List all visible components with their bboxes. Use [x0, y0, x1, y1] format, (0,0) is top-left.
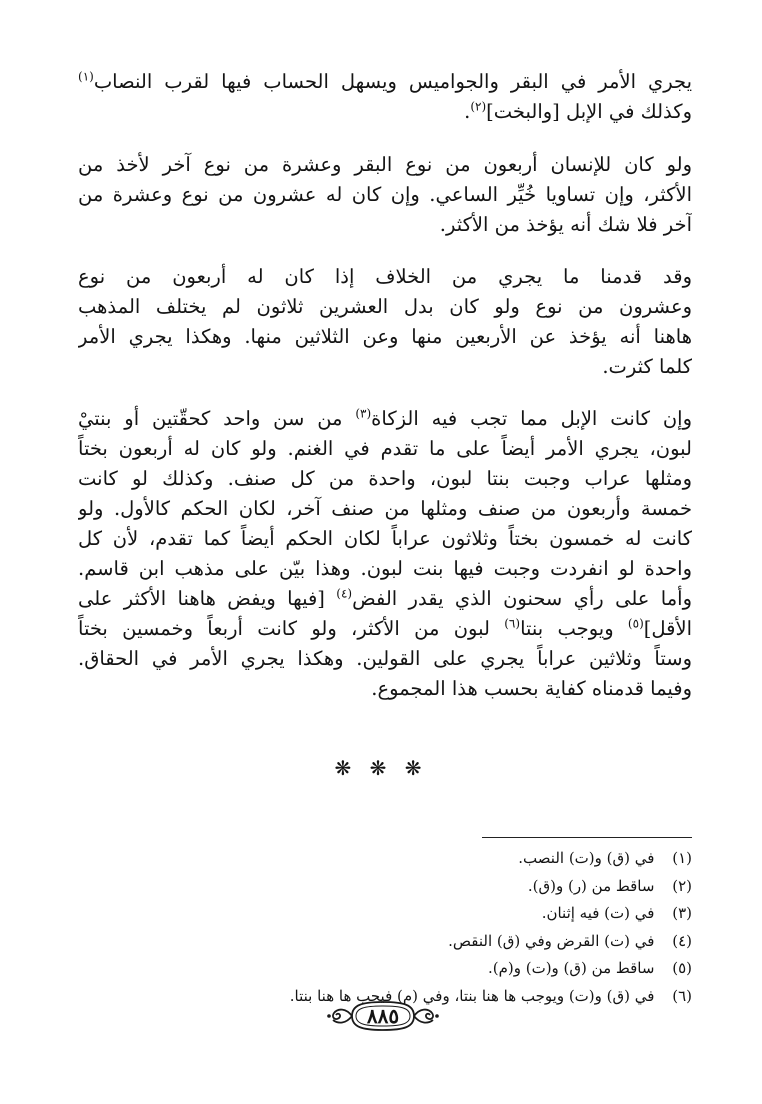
footnote-number: (٢)	[672, 876, 692, 895]
text-line: وكذلك في الإبل [والبخت]$^{(٢)}$.	[464, 99, 692, 123]
footnote-ref-6[interactable]: (٦)	[504, 616, 521, 631]
text-line: آخر فلا شك أنه يؤخذ من الأكثر.	[439, 213, 692, 236]
text-line: وعشرون من نوع ولو كان بدل العشرين ثلاثون لم يختلف المذهب	[78, 295, 692, 318]
footnote-text: ساقط من (ر) و(ق).	[527, 876, 655, 895]
footnote-2	[150, 873, 692, 901]
paragraph-3	[78, 262, 692, 382]
text-line: لبون، يجري الأمر أيضاً على ما تقدم في الغنم. ولو كان له أربعون بختاً	[78, 437, 692, 460]
text-line: الأكثر، وإن تساويا خُيِّر الساعي. وإن كان له عشرون من نوع وعشرة من	[78, 183, 692, 206]
footnote-text: في (ق) و(ت) ويوجب ها هنا بنتا، وفي (م) فيجب ها هنا بنتا.	[289, 986, 655, 1005]
page-number: ٨٨٥	[366, 1004, 400, 1028]
text-line: كلما كثرت.	[602, 355, 692, 378]
paragraph-2	[78, 150, 692, 240]
footnote-ref-2[interactable]: (٢)	[470, 99, 487, 114]
footnote-ref-3[interactable]: (٣)	[355, 406, 372, 421]
footnote-number: (٣)	[672, 904, 692, 922]
page-number-cartouche	[326, 996, 440, 1036]
footnote-ref-1[interactable]: (١)	[78, 69, 94, 84]
footnote-3	[150, 900, 692, 928]
text-line: واحدة لو انفردت وجبت فيها بنت لبون. وهذا بيّن على مذهب ابن قاسم.	[78, 557, 692, 580]
footnote-text: ساقط من (ق) و(ت) و(م).	[487, 959, 655, 977]
text-line: وإن كانت الإبل مما تجب فيه الزكاة$^{(٣)}$ من سن واحد كحقّتين أو بنتيْ	[78, 406, 692, 430]
footnote-5	[150, 955, 692, 983]
text-line: وقد قدمنا ما يجري من الخلاف إذا كان له أربعون من نوع	[78, 265, 692, 288]
footnote-ref-4[interactable]: (٤)	[336, 586, 353, 601]
footnote-number: (٤)	[672, 931, 692, 950]
paragraph-1	[78, 67, 692, 127]
paragraph-4	[78, 404, 692, 704]
text-line: ولو كان للإنسان أربعون من نوع البقر وعشرة من نوع آخر لأخذ من	[78, 153, 692, 176]
text-line: وفيما قدمناه كفاية بحسب هذا المجموع.	[371, 677, 692, 700]
text-line: خمسة وأربعون من صنف ومثلها من صنف آخر، لكان الحكم كالأول. ولو	[78, 497, 692, 520]
footnote-number: (٦)	[672, 986, 692, 1005]
footnote-ref-5[interactable]: (٥)	[627, 616, 644, 631]
footnote-4	[150, 928, 692, 956]
text-line: وأما على رأي سحنون الذي يقدر الفض$^{(٤)}$ [فيها ويفض هاهنا الأكثر على	[78, 586, 692, 610]
footnote-number: (٥)	[672, 959, 692, 977]
text-line: يجري الأمر في البقر والجواميس ويسهل الحساب فيها لقرب النصاب$^{(١)}$	[78, 69, 692, 93]
footnote-1	[150, 845, 692, 873]
text-line: الأقل]$^{(٥)}$ ويوجب بنتا$^{(٦)}$ لبون من الأكثر، ولو كانت أربعاً وخمسين بختاً	[78, 616, 692, 640]
footnotes	[150, 845, 692, 1010]
text-line: وستاً وثلاثين عراباً يجري على القولين. وهكذا يجري الأمر في الحقاق.	[78, 647, 692, 670]
section-divider-ornament: ❋ ❋ ❋	[334, 756, 428, 780]
footnote-text: في (ت) فيه إثنان.	[541, 904, 655, 922]
footnote-separator-rule	[482, 837, 692, 838]
text-line: ومثلها عراب وجبت بنتا لبون، واحدة من كل صنف. وكذلك لو كانت	[78, 467, 692, 490]
footnote-text: في (ت) القرض وفي (ق) النقص.	[448, 931, 655, 950]
footnote-text: في (ق) و(ت) النصب.	[518, 849, 655, 867]
text-line: هاهنا أنه يؤخذ عن الأربعين منها وعن الثلاثين منها. وهكذا يجري الأمر	[78, 325, 692, 348]
text-line: كانت له خمسون بختاً وثلاثون عراباً لكان الحكم أيضاً كما تقدم، لأن كل	[78, 527, 692, 550]
footnote-number: (١)	[672, 849, 692, 867]
